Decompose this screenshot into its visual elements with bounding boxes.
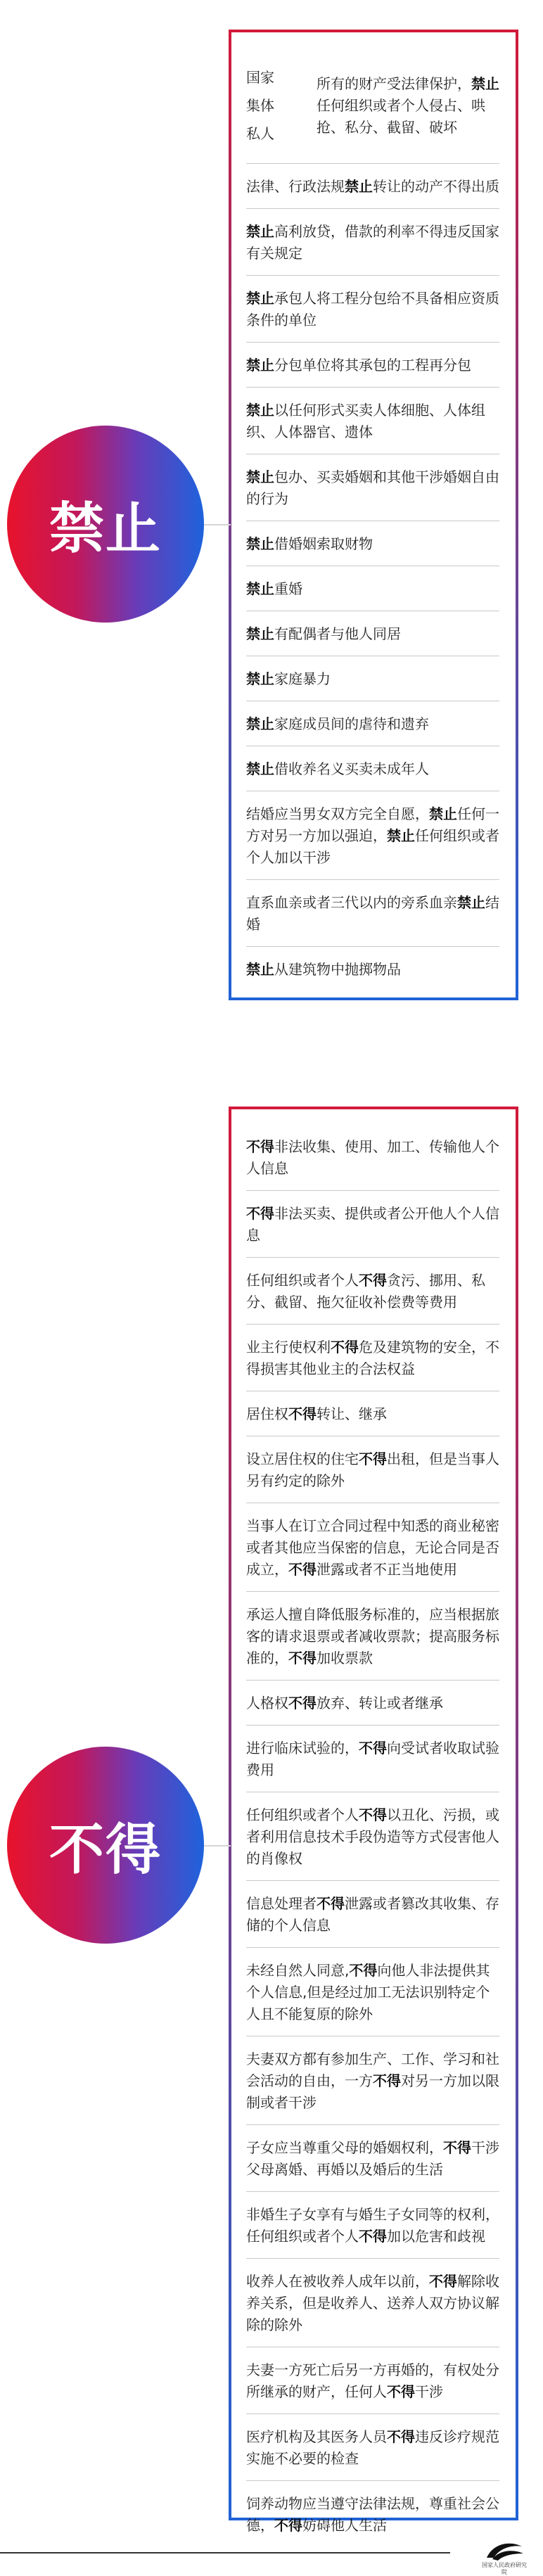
keyword: 禁止 (246, 357, 274, 374)
clause-text: 重婚 (274, 580, 302, 597)
clause-text: 信息处理者 (246, 1895, 317, 1912)
clause-text: 承包人将工程分包给不具备相应资质条件的单位 (246, 290, 499, 329)
bude-item-text (246, 2048, 499, 2114)
clause-text: 非法买卖、提供或者公开他人个人信息 (246, 1205, 499, 1244)
keyword: 禁止 (246, 760, 274, 777)
bude-item (246, 2125, 499, 2192)
bude-item (246, 1191, 499, 1258)
keyword: 不得 (387, 2383, 415, 2400)
subject-label: 国家 (246, 69, 274, 86)
clause-text: 任何组织或者个人 (246, 1272, 359, 1289)
clause-text: 医疗机构及其医务人员 (246, 2428, 387, 2445)
clause-text: 干涉父母离婚、再婚以及婚后的生活 (246, 2139, 499, 2178)
jinzhi-item (246, 746, 499, 791)
logo-text: 国家人民政府研究院 (482, 2562, 527, 2575)
bude-item-text (246, 2426, 499, 2470)
jinzhi-item (246, 947, 499, 991)
clause-text: 干涉 (415, 2383, 443, 2400)
clause-text: 出租，但是当事人另有约定的除外 (246, 1450, 499, 1489)
clause-text: 妨碍他人生活 (302, 2517, 387, 2534)
bude-item (246, 2259, 499, 2347)
bude-list (246, 1124, 499, 2547)
clause-text: 直系血亲或者三代以内的旁系血亲 (246, 894, 457, 911)
jinzhi-item (246, 276, 499, 343)
clause-text: 加收票款 (317, 1650, 373, 1666)
keyword: 不得 (387, 2428, 415, 2445)
bude-item (246, 1881, 499, 1948)
bude-item (246, 1391, 499, 1436)
jinzhi-list (246, 48, 499, 991)
logo-icon (480, 2539, 529, 2562)
bude-item-text (246, 1692, 443, 1714)
bude-item-text (246, 2493, 499, 2537)
bude-item-text (246, 2271, 499, 2336)
keyword: 禁止 (471, 75, 499, 92)
clause-text: 收养人在被收养人成年以前， (246, 2273, 429, 2290)
clause-text: 结婚 (246, 894, 499, 933)
clause-text: 任何组织或者个人 (246, 1806, 359, 1823)
keyword: 禁止 (246, 670, 274, 687)
clause-text: 转让、继承 (317, 1405, 387, 1422)
jinzhi-item (246, 880, 499, 947)
keyword: 不得 (246, 1205, 274, 1222)
jinzhi-item (246, 388, 499, 454)
jinzhi-item (246, 209, 499, 276)
footer-line (0, 2552, 450, 2553)
bude-item (246, 1436, 499, 1503)
clause-text: 非法收集、使用、加工、传输他人个人信息 (246, 1138, 499, 1177)
bude-item (246, 2347, 499, 2414)
bude-item (246, 1948, 499, 2036)
keyword: 禁止 (387, 827, 415, 844)
keyword: 禁止 (246, 580, 274, 597)
clause-text: 转让的动产不得出质 (373, 178, 499, 195)
bude-item-text (246, 1804, 499, 1870)
bude-item-text (246, 2204, 499, 2247)
jinzhi-item-text (246, 288, 499, 331)
clause-text: 任何组织或者个人侵占、哄抢、私分、截留、破坏 (317, 96, 485, 136)
jinzhi-item-text (317, 73, 499, 139)
keyword: 不得 (288, 1405, 317, 1422)
clause-text: 以任何形式买卖人体细胞、人体组织、人体器官、遗体 (246, 402, 485, 440)
keyword: 禁止 (246, 223, 274, 240)
jinzhi-item (246, 791, 499, 880)
bude-item-text (246, 1136, 499, 1180)
jinzhi-item-text (246, 623, 401, 645)
clause-text: 夫妻双方都有参加生产、工作、学习和社会活动的自由，一方 (246, 2051, 499, 2089)
jinzhi-item-text (246, 713, 429, 735)
jinzhi-item-text (246, 176, 499, 198)
jinzhi-item-text (246, 578, 302, 600)
clause-text: 向受试者收取试验费用 (246, 1740, 499, 1778)
bude-item-text (246, 1604, 499, 1669)
clause-text: 违反诊疗规范实施不必要的检查 (246, 2428, 499, 2467)
clause-text: 居住权 (246, 1405, 288, 1422)
clause-text: 结婚应当男女双方完全自愿， (246, 805, 429, 822)
clause-text: 放弃、转让或者继承 (317, 1695, 443, 1711)
bude-item (246, 2192, 499, 2259)
jinzhi-item-text (246, 400, 499, 443)
keyword: 不得 (246, 1138, 274, 1155)
bude-connector (204, 1845, 231, 1847)
clause-text: 设立居住权的住宅 (246, 1450, 359, 1467)
keyword: 不得 (349, 1962, 378, 1979)
clause-text: 对另一方加以限制或者干涉 (246, 2072, 499, 2111)
subject-label: 私人 (246, 125, 274, 142)
bude-item-text (246, 2359, 499, 2403)
keyword: 不得 (359, 1450, 387, 1467)
bude-item-text (246, 1448, 499, 1492)
jinzhi-item-text (246, 466, 499, 510)
jinzhi-item-text (246, 803, 499, 869)
clause-text: 包办、买卖婚姻和其他干涉婚姻自由的行为 (246, 468, 499, 507)
clause-text: 借收养名义买卖未成年人 (274, 760, 429, 777)
keyword: 不得 (359, 1272, 387, 1289)
keyword: 禁止 (429, 805, 457, 822)
jinzhi-circle (7, 426, 204, 623)
clause-text: 非婚生子女享有与婚生子女同等的权利，任何组织或者个人 (246, 2206, 499, 2245)
keyword: 不得 (317, 1895, 345, 1912)
keyword: 不得 (443, 2139, 471, 2156)
clause-text: 所有的财产受法律保护， (317, 75, 471, 92)
bude-item-text (246, 1515, 499, 1581)
keyword: 禁止 (246, 290, 274, 307)
clause-text: 任何一方对另一方加以强迫， (246, 805, 499, 844)
keyword: 不得 (429, 2273, 457, 2290)
keyword: 不得 (288, 1650, 317, 1666)
clause-text: 进行临床试验的， (246, 1740, 359, 1756)
bude-item (246, 2481, 499, 2547)
bude-item (246, 2036, 499, 2125)
jinzhi-item-text (246, 892, 499, 936)
jinzhi-connector (204, 524, 231, 525)
bude-item (246, 1681, 499, 1726)
jinzhi-item (246, 566, 499, 611)
clause-text: 饲养动物应当遵守法律法规，尊重社会公德， (246, 2495, 499, 2534)
bude-item (246, 1726, 499, 1792)
keyword: 不得 (331, 1339, 359, 1356)
bude-label: 不得 (49, 1818, 162, 1882)
keyword: 禁止 (246, 715, 274, 732)
bude-item-text (246, 1403, 387, 1425)
keyword: 禁止 (246, 402, 274, 419)
bude-item-text (246, 1337, 499, 1380)
property-subjects (246, 63, 317, 148)
jinzhi-item-text (246, 758, 429, 780)
keyword: 不得 (274, 2517, 302, 2534)
clause-text: 分包单位将其承包的工程再分包 (274, 357, 471, 374)
keyword: 不得 (288, 1695, 317, 1711)
clause-text: 向他人非法提供其个人信息,但是经过加工无法识别特定个人且不能复原的除外 (246, 1962, 490, 2022)
bude-circle (7, 1747, 204, 1944)
keyword: 禁止 (246, 961, 274, 978)
bude-item-text (246, 2137, 499, 2181)
jinzhi-label: 禁止 (49, 497, 162, 561)
jinzhi-item (246, 48, 499, 164)
jinzhi-item-text (246, 959, 401, 981)
jinzhi-item-text (246, 668, 331, 690)
clause-text: 家庭成员间的虐待和遗弃 (274, 715, 429, 732)
clause-text: 有配偶者与他人同居 (274, 625, 401, 642)
jinzhi-item-text (246, 355, 471, 376)
footer-logo (480, 2539, 529, 2575)
keyword: 禁止 (246, 625, 274, 642)
clause-text: 家庭暴力 (274, 670, 331, 687)
keyword: 不得 (359, 1740, 387, 1756)
clause-text: 以丑化、污损，或者利用信息技术手段伪造等方式侵害他人的肖像权 (246, 1806, 499, 1867)
clause-text: 子女应当尊重父母的婚姻权利， (246, 2139, 443, 2156)
clause-text: 危及建筑物的安全，不得损害其他业主的合法权益 (246, 1339, 499, 1377)
keyword: 不得 (373, 2072, 401, 2089)
bude-item (246, 1592, 499, 1681)
clause-text: 高利放贷，借款的利率不得违反国家有关规定 (246, 223, 499, 262)
keyword: 不得 (288, 1561, 317, 1578)
bude-item-text (246, 1270, 499, 1313)
bude-item (246, 1503, 499, 1592)
keyword: 不得 (359, 2228, 387, 2245)
clause-text: 加以危害和歧视 (387, 2228, 485, 2245)
jinzhi-item-text (246, 533, 373, 555)
keyword: 禁止 (345, 178, 373, 195)
clause-text: 从建筑物中抛掷物品 (274, 961, 401, 978)
clause-text: 法律、行政法规 (246, 178, 345, 195)
jinzhi-item (246, 701, 499, 746)
jinzhi-item (246, 611, 499, 656)
bude-item (246, 1325, 499, 1391)
subject-label: 集体 (246, 97, 274, 114)
clause-text: 解除收养关系，但是收养人、送养人双方协议解除的除外 (246, 2273, 499, 2333)
clause-text: 任何组织或者个人加以干涉 (246, 827, 499, 866)
bude-item (246, 2414, 499, 2481)
bude-item-text (246, 1203, 499, 1246)
clause-text: 业主行使权利 (246, 1339, 331, 1356)
jinzhi-item (246, 164, 499, 209)
clause-text: 当事人在订立合同过程中知悉的商业秘密或者其他应当保密的信息，无论合同是否成立， (246, 1517, 499, 1578)
jinzhi-item (246, 343, 499, 388)
clause-text: 承运人擅自降低服务标准的，应当根据旅客的请求退票或者减收票款；提高服务标准的， (246, 1606, 499, 1666)
bude-item-text (246, 1893, 499, 1937)
keyword: 禁止 (457, 894, 485, 911)
bude-item (246, 1792, 499, 1881)
keyword: 不得 (359, 1806, 387, 1823)
jinzhi-item-text (246, 221, 499, 264)
clause-text: 泄露或者篡改其收集、存储的个人信息 (246, 1895, 499, 1934)
clause-text: 未经自然人同意, (246, 1962, 350, 1979)
clause-text: 夫妻一方死亡后另一方再婚的，有权处分所继承的财产，任何人 (246, 2361, 499, 2400)
jinzhi-item (246, 656, 499, 701)
jinzhi-item (246, 521, 499, 566)
jinzhi-item (246, 454, 499, 521)
bude-item (246, 1124, 499, 1191)
keyword: 禁止 (246, 468, 274, 485)
keyword: 禁止 (246, 535, 274, 552)
bude-item-text (246, 1737, 499, 1781)
clause-text: 泄露或者不正当地使用 (317, 1561, 457, 1578)
bude-item (246, 1258, 499, 1325)
clause-text: 借婚姻索取财物 (274, 535, 373, 552)
bude-item-text (246, 1960, 499, 2025)
clause-text: 人格权 (246, 1695, 288, 1711)
clause-text: 贪污、挪用、私分、截留、拖欠征收补偿费等费用 (246, 1272, 485, 1311)
